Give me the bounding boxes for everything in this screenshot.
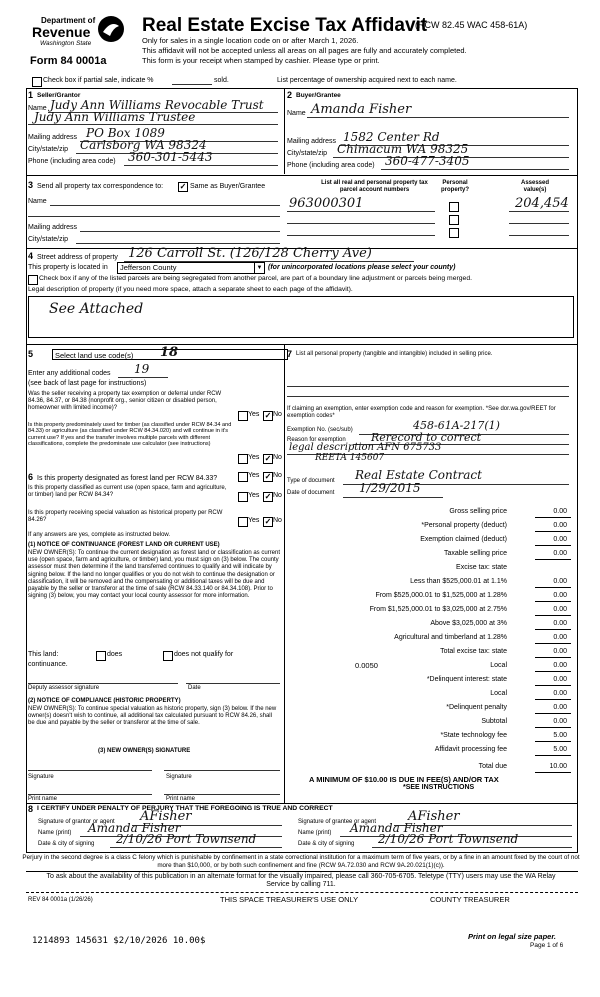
footer-divider-2: [26, 892, 578, 893]
tax-line: [535, 772, 571, 773]
section6: [28, 472, 282, 772]
parcels-col3: Assessed value(s): [520, 180, 550, 194]
unincorporated-note: (for unincorporated locations please select your county): [268, 264, 456, 271]
tax-label: Less than $525,000.01 at 1.1%: [410, 578, 507, 585]
tax-line: [535, 629, 571, 630]
owner-sig-line-1[interactable]: [28, 770, 152, 771]
tax-label: Total excise tax: state: [440, 648, 507, 655]
q-exemption-no-label: No: [273, 411, 282, 418]
tax-label: Local: [490, 690, 507, 697]
q-forest-yes-label: Yes: [248, 472, 260, 479]
land-does-checkbox[interactable]: [96, 651, 106, 661]
personal-property-checkbox-3[interactable]: [449, 228, 459, 238]
grantee-sig-label: Signature of grantee or agent: [298, 819, 377, 825]
grantor-date-line: [110, 847, 282, 848]
owner-print-label-2: Print name: [166, 796, 196, 802]
s8-num: 8: [28, 804, 34, 814]
corr-name-line2[interactable]: [28, 216, 280, 217]
chevron-down-icon: ▼: [254, 263, 264, 273]
land-does-not-label: does not qualify for: [174, 651, 234, 658]
tax-label: Local: [490, 662, 507, 669]
frame-right: [577, 88, 578, 852]
grantee-date-line: [372, 847, 572, 848]
seller-name-label: Name: [28, 105, 47, 112]
legal-desc-label: Legal description of property (if you need more space, attach a separate sheet to each page of the affidavit).: [28, 286, 353, 293]
form-number: Form 84 0001a: [30, 55, 107, 67]
see-list: (see back of last page for instructions): [28, 380, 147, 387]
doc-type-label: Type of document: [287, 478, 335, 484]
q-exemption-yes[interactable]: [238, 411, 248, 421]
same-as-buyer-label: Same as Buyer/Grantee: [190, 183, 266, 190]
tax-label: *Delinquent penalty: [446, 704, 507, 711]
corr-mailing-line[interactable]: [80, 231, 280, 232]
certify-text: I CERTIFY UNDER PENALTY OF PERJURY THAT THE FOREGOING IS TRUE AND CORRECT: [37, 805, 333, 812]
tax-line: [535, 657, 571, 658]
buyer-mailing-value[interactable]: 1582 Center Rd: [343, 130, 440, 144]
tax-value[interactable]: 5.00: [553, 732, 567, 739]
q-historical-no[interactable]: ✓: [264, 517, 272, 526]
q-forest-no-label: No: [273, 472, 282, 479]
tax-line: [535, 755, 571, 756]
grantee-name-label: Name (print): [298, 830, 332, 836]
tax-line: [535, 685, 571, 686]
parcel-number-value[interactable]: 963000301: [289, 196, 364, 211]
grantee-sig-value[interactable]: AFisher: [408, 809, 460, 824]
grantor-date-label: Date & city of signing: [38, 841, 95, 847]
same-as-buyer-checkbox[interactable]: ✓: [179, 182, 187, 191]
tax-value[interactable]: 0.00: [553, 718, 567, 725]
corr-mailing-label: Mailing address: [28, 224, 78, 231]
new-owner-sig-block: [28, 758, 282, 804]
section5: [28, 346, 282, 472]
tax-value[interactable]: 0.00: [553, 676, 567, 683]
tax-label: *Delinquent interest: state: [426, 676, 507, 683]
footer-divider: [26, 871, 578, 872]
additional-codes-line: [118, 377, 168, 378]
header-note2: This affidavit will not be accepted unless all areas on all pages are fully and accurately completed.: [142, 46, 467, 55]
q-forest-yes[interactable]: [238, 472, 248, 482]
segregated-checkbox[interactable]: [28, 275, 38, 285]
q-timber: Is this property predominately used for timber (as classified under RCW 84.34 and 84.33) or agriculture (as classified under RCW 84.34.020) and will continue in it's current use? If yes and the transfer involves multiple parcels with different classifications, complete the predominate use calculator (see instructions): [28, 422, 232, 448]
page-number: Page 1 of 6: [530, 942, 564, 949]
tax-label: Affidavit processing fee: [434, 746, 507, 753]
notice2-body: NEW OWNER(S): To continue special valuation as historic property, sign (3) below. If the new owner(s) doesn't wish to continue, all additional tax calculated pursuant to RCW 84.26, shall be due and payable by the seller or transferor at the time of sale.: [28, 706, 277, 727]
tax-value[interactable]: 0.00: [553, 522, 567, 529]
tax-line: [535, 671, 571, 672]
dept-line1: Department of: [41, 16, 96, 25]
buyer-city-value[interactable]: Chimacum WA 98325: [337, 142, 469, 156]
minimum-due: A MINIMUM OF $10.00 IS DUE IN FEE(S) AND/OR TAX: [309, 775, 499, 784]
q-current-use-yes[interactable]: [238, 492, 248, 502]
s6-intro: If any answers are yes, complete as instructed below.: [28, 532, 171, 538]
grantor-sig-value[interactable]: AFisher: [140, 809, 192, 824]
s6-num: 6: [28, 472, 34, 482]
tax-line: [535, 727, 571, 728]
land-does-not-checkbox[interactable]: [163, 651, 173, 661]
buyer-num: 2: [287, 90, 293, 100]
seller-name-value[interactable]: Judy Ann Williams Revocable Trust: [50, 98, 264, 112]
tax-value[interactable]: 0.00: [553, 662, 567, 669]
additional-codes-value[interactable]: 19: [134, 362, 150, 376]
frame-left: [26, 88, 27, 852]
s4-num: 4: [28, 251, 34, 261]
tax-line: [535, 601, 571, 602]
q-historical: Is this property receiving special valuation as historical property per RCW 84.26?: [28, 510, 223, 524]
header: [0, 0, 600, 90]
tax-label: From $525,000.01 to $1,525,000 at 1.28%: [375, 592, 507, 599]
tax-label: *Personal property (deduct): [421, 522, 507, 529]
deputy-date-line[interactable]: [186, 683, 280, 684]
tax-label: Total due: [478, 763, 507, 770]
frame-mid-top: [284, 88, 285, 174]
land-does-label: does: [107, 651, 123, 658]
form-title: Real Estate Excise Tax Affidavit: [142, 15, 428, 36]
grantor-sig-label: Signature of grantor or agent: [38, 819, 115, 825]
header-note1: Only for sales in a single location code on or after March 1, 2026.: [142, 36, 359, 45]
grantee-name-value[interactable]: Amanda Fisher: [350, 821, 443, 835]
corr-name-line[interactable]: [50, 205, 280, 206]
section4: [28, 246, 576, 345]
q-current-use-no-label: No: [273, 492, 282, 499]
reason-value-2[interactable]: legal description AFN 675733: [289, 442, 442, 453]
tax-label: Above $3,025,000 at 3%: [430, 620, 507, 627]
owner-print-line-2[interactable]: [164, 794, 280, 795]
tax-value[interactable]: 0.00: [553, 620, 567, 627]
notice1-title: (1) NOTICE OF CONTINUANCE (FOREST LAND OR CURRENT USE): [28, 542, 220, 548]
dept-line2: Revenue: [32, 24, 91, 40]
tax-line: [535, 699, 571, 700]
owner-print-line-1[interactable]: [28, 794, 152, 795]
land-use-code-value: 18: [160, 345, 179, 360]
buyer-name-value[interactable]: Amanda Fisher: [311, 102, 412, 117]
tax-value[interactable]: 0.00: [553, 578, 567, 585]
grantee-date-label: Date & city of signing: [298, 841, 355, 847]
notice2-title: (2) NOTICE OF COMPLIANCE (HISTORIC PROPERTY): [28, 698, 181, 704]
grantee-date-value[interactable]: 2/10/26 Port Townsend: [378, 832, 519, 846]
tax-calc: [287, 508, 575, 804]
seller-phone-value[interactable]: 360-301-5443: [128, 150, 213, 164]
seller-mailing-value[interactable]: PO Box 1089: [86, 126, 165, 140]
exemption-no-value[interactable]: 458-61A-217(1): [413, 419, 500, 432]
exemption-no-label: Exemption No. (sec/sub): [287, 427, 353, 433]
tax-label: Agricultural and timberland at 1.28%: [394, 634, 507, 641]
tax-label: *State technology fee: [440, 732, 507, 739]
tax-line: [535, 517, 571, 518]
buyer-mailing-label: Mailing address: [287, 138, 337, 145]
tax-value[interactable]: 0.00: [553, 550, 567, 557]
alt-format-text: To ask about the availability of this publication in an alternate format for the visually impaired, please call 360-705-6705. Teletype (TTY) users may use the WA Relay Service by calling 711.: [46, 873, 556, 889]
seller-city-label: City/state/zip: [28, 146, 69, 153]
tax-value[interactable]: 0.00: [553, 634, 567, 641]
tax-value[interactable]: 0.00: [553, 536, 567, 543]
reason-value-3[interactable]: REETA 145607: [315, 453, 385, 463]
print-legal: Print on legal size paper.: [468, 932, 556, 941]
section7: [287, 346, 575, 506]
personal-list-line-1[interactable]: [287, 386, 569, 387]
deputy-sig-line[interactable]: [28, 683, 178, 684]
owner-sig-label-1: Signature: [28, 774, 54, 780]
doc-type-value[interactable]: Real Estate Contract: [355, 468, 482, 482]
q-timber-yes[interactable]: [238, 454, 248, 464]
q-forest: Is this property designated as forest land per RCW 84.33?: [37, 475, 218, 482]
header-note3: This form is your receipt when stamped by cashier. Please type or print.: [142, 56, 380, 65]
tax-label: Taxable selling price: [443, 550, 507, 557]
personal-property-checkbox-1[interactable]: [449, 202, 459, 212]
street-value[interactable]: 126 Carroll St. (126/128 Cherry Ave): [128, 246, 372, 261]
buyer-label: Buyer/Grantee: [296, 92, 341, 99]
see-instructions: *SEE INSTRUCTIONS: [403, 784, 475, 791]
new-owner-sig-title: (3) NEW OWNER(S) SIGNATURE: [98, 748, 191, 754]
q-current-use: Is this property classified as current use (open space, farm and agriculture, or timber) land per RCW 84.34?: [28, 485, 227, 499]
grantor-name-value[interactable]: Amanda Fisher: [88, 821, 181, 835]
q-historical-no-label: No: [273, 517, 282, 524]
buyer-name-label: Name: [287, 110, 306, 117]
q-exemption-no[interactable]: ✓: [264, 411, 272, 420]
personal-list-line-2[interactable]: [287, 396, 569, 397]
seller-phone-line: [124, 165, 278, 166]
seller-city-value[interactable]: Carlsborg WA 98324: [80, 138, 207, 152]
additional-codes-label: Enter any additional codes: [28, 370, 111, 377]
tax-line: [535, 643, 571, 644]
seller-phone-label: Phone (including area code): [28, 158, 116, 165]
s5-num: 5: [28, 349, 34, 359]
doc-date-line: [343, 497, 443, 498]
county-select[interactable]: [117, 262, 265, 274]
corr-label: Send all property tax correspondence to:: [37, 183, 164, 190]
this-land-label: This land:: [28, 651, 59, 658]
personal-property-checkbox-2[interactable]: [449, 215, 459, 225]
parcels-col1: List all real and personal property tax parcel account numbers: [321, 180, 428, 194]
owner-sig-label-2: Signature: [166, 774, 192, 780]
parcels-col2: Personal property?: [440, 180, 469, 194]
continuance-label: continuance.: [28, 661, 68, 668]
q-current-use-no[interactable]: ✓: [264, 492, 272, 501]
seller-num: 1: [28, 90, 34, 100]
form-rcw: (RCW 82.45 WAC 458-61A): [415, 20, 528, 30]
segregated-label: Check box if any of the listed parcels are being segregated from another parcel, are part of a boundary line adjustment or parcels being merged.: [39, 275, 472, 282]
frame-top: [26, 88, 578, 89]
grantor-name-label: Name (print): [38, 830, 72, 836]
q-historical-yes-label: Yes: [248, 517, 260, 524]
buyer-city-label: City/state/zip: [287, 150, 328, 157]
corr-city-label: City/state/zip: [28, 236, 69, 243]
parcel-line-3[interactable]: [287, 235, 435, 236]
perjury-text: Perjury in the second degree is a class C felony which is punishable by confinement in a state correctional institution for a maximum term of five years, or by a fine in an amount fixed by the court of not more than $10,000, or by both such confinement and fine (RCW 9A.72.030 and RCW 9A.20.021(1)(c)).: [22, 854, 580, 869]
tax-line: [535, 615, 571, 616]
seller-label: Seller/Grantor: [37, 92, 81, 99]
buyer-phone-value[interactable]: 360-477-3405: [385, 154, 470, 168]
reason-label: Reason for exemption: [287, 437, 346, 443]
seller-mailing-label: Mailing address: [28, 134, 78, 141]
tax-value[interactable]: 0.00: [553, 592, 567, 599]
tax-label: Gross selling price: [449, 508, 507, 515]
tax-line: [535, 545, 571, 546]
legal-desc-value: See Attached: [49, 301, 144, 317]
section8: [28, 804, 576, 852]
frame-mid: [284, 344, 285, 804]
ownership-note: List percentage of ownership acquired next to each name.: [277, 77, 457, 84]
assessed-line-1: [509, 211, 569, 212]
legal-desc-box[interactable]: [28, 296, 574, 338]
seller-name-value2[interactable]: Judy Ann Williams Trustee: [34, 110, 196, 124]
parcel-line-1: [287, 211, 435, 212]
deputy-date-label: Date: [188, 685, 201, 691]
land-use-select-label: Select land use code(s): [55, 351, 134, 360]
q-exemption-yes-label: Yes: [248, 411, 260, 418]
buyer-phone-label: Phone (including area code): [287, 162, 375, 169]
exemption-intro: If claiming an exemption, enter exemption code and reason for exemption. *See dor.wa.gov/REET for exemption codes*: [287, 406, 556, 420]
q-timber-no-label: No: [273, 454, 282, 461]
tax-label: Excise tax: state: [456, 564, 507, 571]
located-label: This property is located in: [28, 264, 108, 271]
divider-1: [26, 175, 578, 176]
parcel-line-2[interactable]: [287, 223, 435, 224]
local-rate: 0.0050: [355, 661, 378, 670]
q-current-use-yes-label: Yes: [248, 492, 260, 499]
partial-sale-label: Check box if partial sale, indicate %: [43, 77, 154, 84]
owner-sig-line-2[interactable]: [164, 770, 280, 771]
assessed-value[interactable]: 204,454: [515, 196, 569, 211]
tax-line: [535, 531, 571, 532]
doc-date-value[interactable]: 1/29/2015: [359, 481, 421, 495]
tax-label: From $1,525,000.01 to $3,025,000 at 2.75%: [369, 606, 507, 613]
tax-line: [535, 741, 571, 742]
personal-list-label: List all personal property (tangible and intangible) included in selling price.: [296, 351, 493, 357]
dor-logo: [96, 14, 126, 44]
reason-value-1[interactable]: Rerecord to correct: [371, 431, 482, 444]
q-forest-no[interactable]: ✓: [264, 472, 272, 481]
deputy-sig-label: Deputy assessor signature: [28, 685, 100, 691]
tax-value[interactable]: 5.00: [553, 746, 567, 753]
correspondence-section: [28, 178, 282, 248]
county-treasurer: COUNTY TREASURER: [430, 895, 510, 904]
tax-value[interactable]: 0.00: [553, 648, 567, 655]
assessed-line-2[interactable]: [509, 223, 569, 224]
owner-print-label-1: Print name: [28, 796, 58, 802]
partial-sale-line[interactable]: [172, 84, 212, 85]
tax-line: [535, 587, 571, 588]
tax-value[interactable]: 0.00: [553, 704, 567, 711]
buyer-name-line: [307, 117, 569, 118]
grantor-date-value[interactable]: 2/10/26 Port Townsend: [116, 832, 257, 846]
tax-value[interactable]: 0.00: [553, 508, 567, 515]
corr-city-line[interactable]: [76, 243, 280, 244]
tax-line: [535, 713, 571, 714]
q-timber-no[interactable]: ✓: [264, 454, 272, 463]
treasurer-only: THIS SPACE TREASURER'S USE ONLY: [220, 895, 359, 904]
partial-sale-sold: sold.: [214, 77, 229, 84]
tax-label: Exemption claimed (deduct): [420, 536, 507, 543]
divider-3: [26, 344, 578, 345]
tax-label: Subtotal: [481, 718, 507, 725]
tax-value[interactable]: 10.00: [549, 763, 567, 770]
tax-line: [535, 559, 571, 560]
frame-bottom: [26, 852, 578, 853]
corr-num: 3: [28, 180, 34, 190]
dept-line3: Washington State: [40, 40, 92, 47]
parcels-section: [287, 178, 575, 248]
street-label: Street address of property: [37, 254, 118, 261]
s7-num: 7: [287, 349, 293, 359]
q-historical-yes[interactable]: [238, 517, 248, 527]
q-timber-yes-label: Yes: [248, 454, 260, 461]
doc-date-label: Date of document: [287, 490, 335, 496]
buyer-phone-line: [381, 169, 569, 170]
tax-value[interactable]: 0.00: [553, 690, 567, 697]
assessed-line-3[interactable]: [509, 235, 569, 236]
q-exemption: Was the seller receiving a property tax exemption or deferral under RCW 84.36, 84.37, or 84.38 (nonprofit org., senior citizen or disabled person, homeowner with limited income)?: [28, 391, 222, 412]
corr-name-label: Name: [28, 198, 47, 205]
tax-value[interactable]: 0.00: [553, 606, 567, 613]
notice1-body: NEW OWNER(S): To continue the current designation as forest land or classification as current use (open space, farm and agriculture, or timber) land, you must sign on (3) below. The county assessor must then determine if the land transferred continues to qualify and will indicate by signing below. If the land no longer qualifies or you do not wish to continue the designation or classification, it will be removed and the compensating or additional taxes will be due and payable by the seller or transferor at the time of sale (RCW 84.33.140 or 84.34.108). Prior to signing (3) below, you may contact your local county assessor for more information.: [28, 550, 280, 600]
rev-number: REV 84 0001a (1/26/26): [28, 897, 93, 903]
county-select-value: Jefferson County: [120, 263, 177, 272]
partial-sale-checkbox[interactable]: [32, 77, 42, 87]
seller-name-line2: [28, 124, 278, 125]
cashier-stamp: 1214893 145631 $2/10/2026 10.00$: [32, 936, 206, 946]
seller-section: [28, 90, 282, 174]
buyer-section: [287, 90, 575, 174]
